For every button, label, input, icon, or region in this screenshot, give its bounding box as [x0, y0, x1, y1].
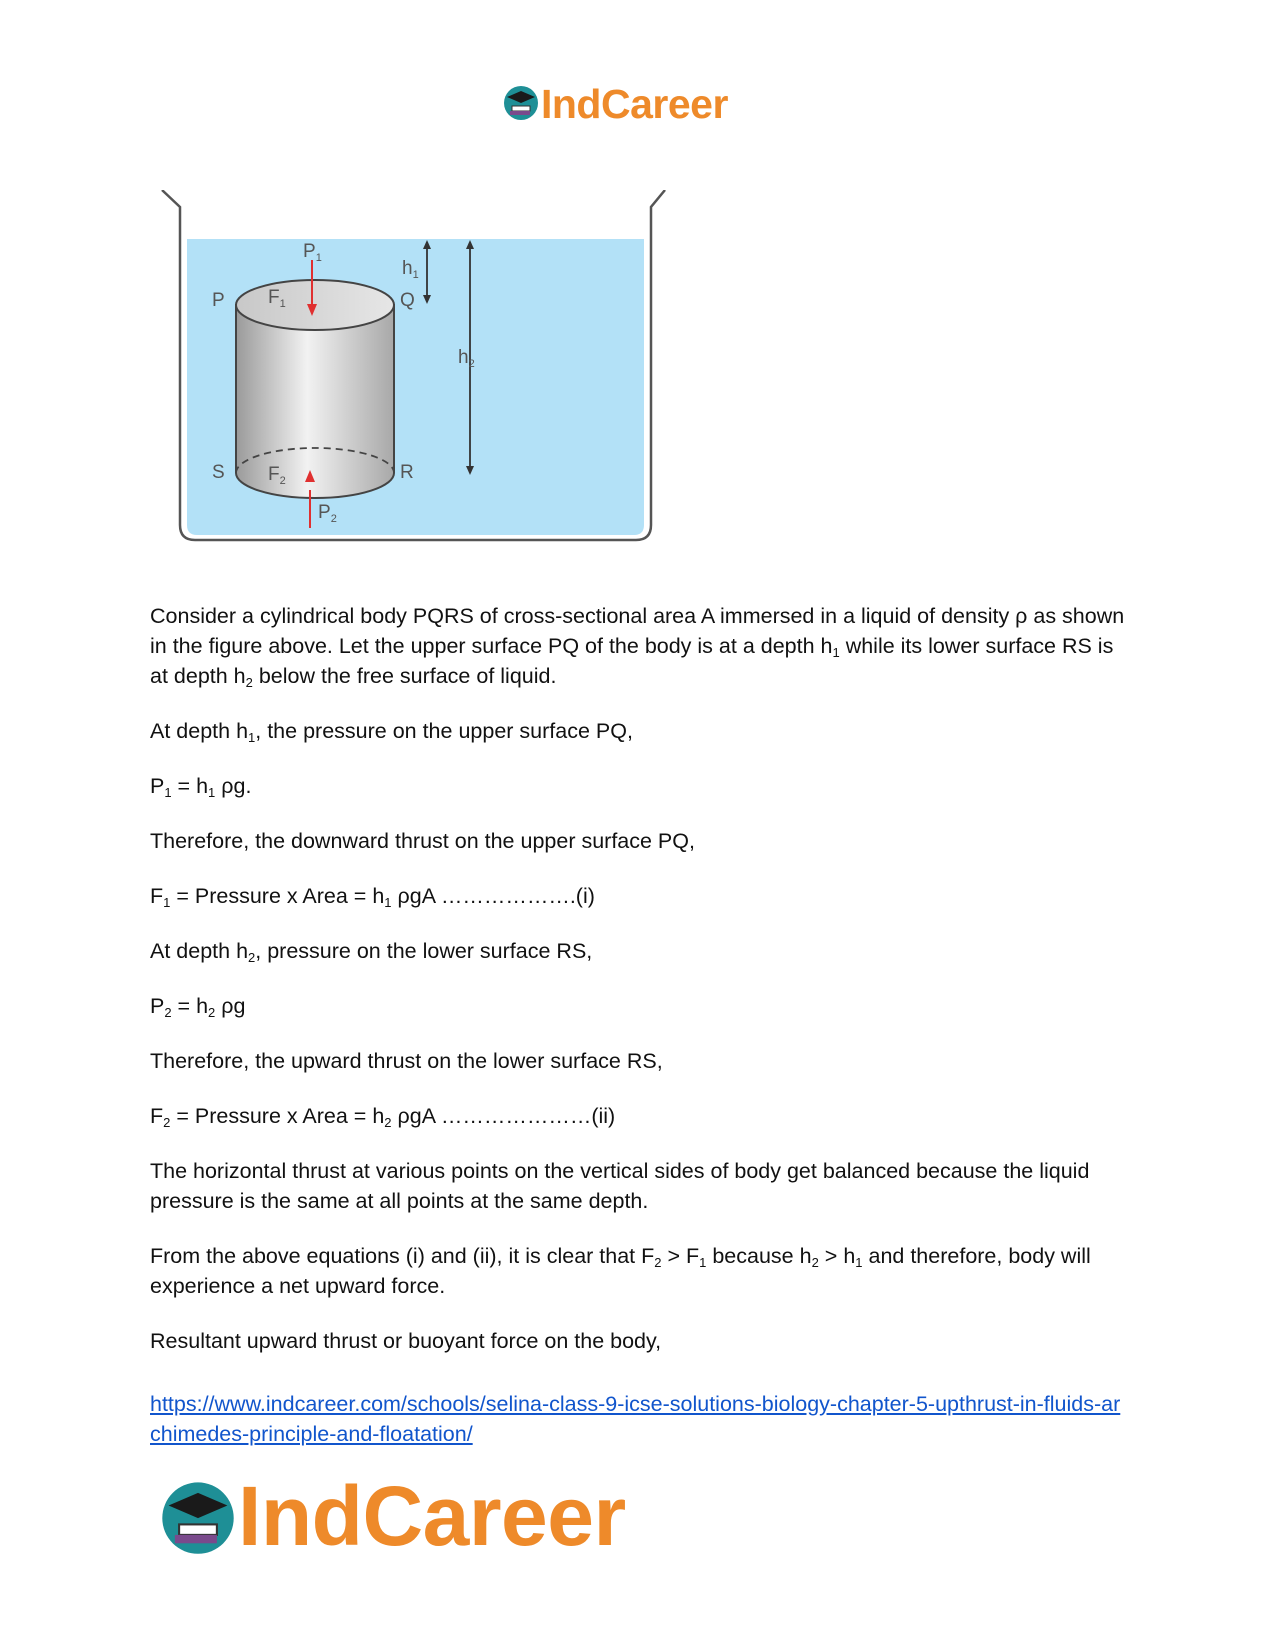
paragraph-downward-thrust: Therefore, the downward thrust on the upper surface PQ, [150, 829, 695, 853]
paragraph-depth-h2: At depth $h_2$, pressure on the lower surface RS, [150, 939, 593, 965]
paragraph-intro: Consider a cylindrical body PQRS of cross-sectional area A immersed in a liquid of density ρ as shown in the figure above. Let the upper surface PQ of the body is at a depth $h_1$ while its lower surface RS is at depth $h_2$ below the free surface of liquid. [150, 604, 1125, 690]
graduation-cap-book-icon [160, 1474, 236, 1558]
equation-f1: $F_1$ = Pressure x Area = $h_1$ ρgA ……………….(i) [150, 884, 595, 910]
equation-p1: $P_1 = h_1$ ρg. [150, 774, 252, 800]
paragraph-resultant: Resultant upward thrust or buoyant force on the body, [150, 1329, 662, 1353]
label-f1: $F_1$ [268, 287, 286, 310]
label-f2: $F_2$ [268, 464, 286, 487]
equation-f2: $F_2$ = Pressure x Area = $h_2$ ρgA …………………(ii) [150, 1104, 616, 1130]
logo-top [503, 80, 793, 130]
label-R: R [400, 462, 414, 483]
cylinder-side [236, 305, 394, 498]
cylinder-in-liquid-figure [160, 190, 680, 565]
paragraph-upward-thrust: Therefore, the upward thrust on the lower surface RS, [150, 1049, 663, 1073]
label-S: S [212, 462, 225, 483]
paragraph-net-force: From the above equations (i) and (ii), it is clear that $F_2 > F_1$ because $h_2 > h_1$ and therefore, body will experience a net upward force. [150, 1244, 1091, 1298]
source-link[interactable]: https://www.indcareer.com/schools/selina-class-9-icse-solutions-biology-chapter-5-upthrust-in-fluids-archimedes-principle-and-floatation/ [150, 1392, 1121, 1446]
label-h1: $h_1$ [402, 258, 419, 281]
label-h2: $h_2$ [458, 347, 475, 370]
paragraph-depth-h1: At depth $h_1$, the pressure on the upper surface PQ, [150, 719, 633, 745]
explanation-text [150, 601, 1130, 1449]
logo-bottom [160, 1470, 720, 1570]
label-p1: $P_1$ [303, 241, 322, 264]
equation-p2: $P_2 = h_2$ ρg [150, 994, 246, 1020]
graduation-cap-book-icon [503, 82, 539, 122]
label-P: P [212, 290, 225, 311]
label-Q: Q [400, 290, 415, 311]
logo-wordmark: IndCareer [541, 81, 728, 127]
logo-wordmark: IndCareer [238, 1469, 626, 1563]
label-p2: $P_2$ [318, 502, 337, 525]
paragraph-horizontal-thrust: The horizontal thrust at various points on the vertical sides of body get balanced because the liquid pressure is the same at all points at the same depth. [150, 1159, 1090, 1213]
